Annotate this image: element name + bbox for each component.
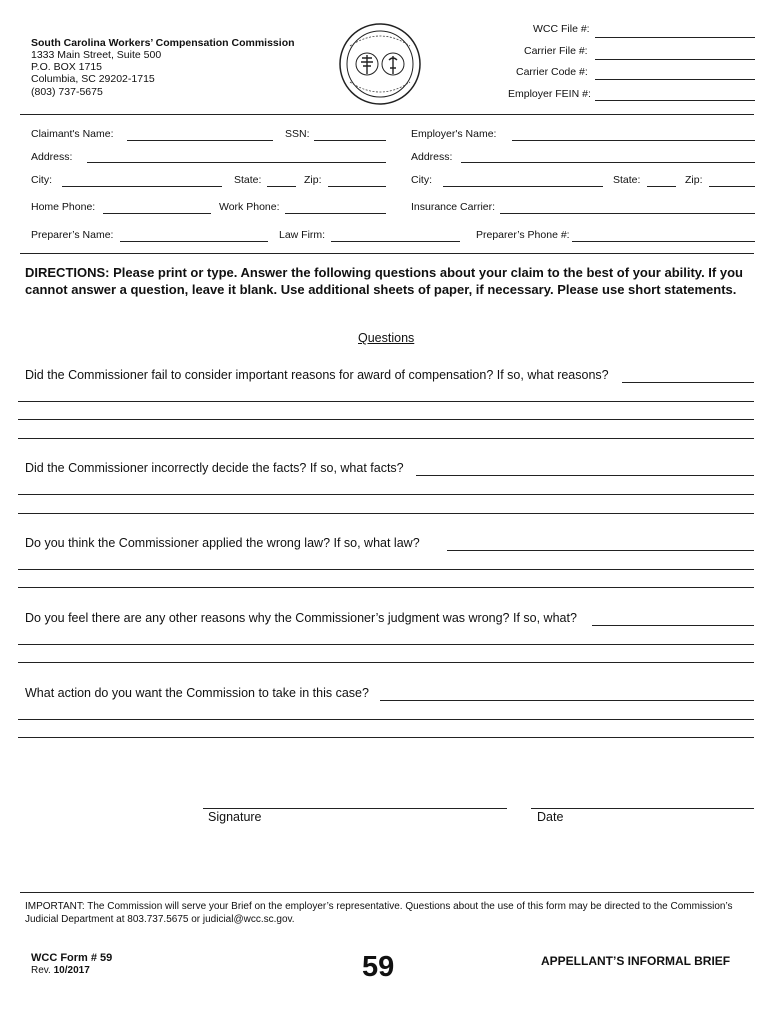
question-2: Did the Commissioner incorrectly decide the facts? If so, what facts? bbox=[25, 461, 404, 475]
carrier-code-label: Carrier Code #: bbox=[516, 66, 588, 78]
wcc-file-input[interactable] bbox=[595, 23, 755, 38]
employer-city-label: City: bbox=[411, 174, 432, 186]
insurance-carrier-label: Insurance Carrier: bbox=[411, 201, 496, 213]
work-phone-label: Work Phone: bbox=[219, 201, 280, 213]
answer-2-line-1[interactable] bbox=[416, 461, 754, 476]
form-revision bbox=[31, 965, 90, 976]
claimant-address-input[interactable] bbox=[87, 148, 386, 163]
claimant-city-input[interactable] bbox=[62, 172, 222, 187]
answer-3-line-3[interactable] bbox=[18, 573, 754, 588]
answer-1-line-4[interactable] bbox=[18, 424, 754, 439]
answer-5-line-2[interactable] bbox=[18, 705, 754, 720]
ssn-input[interactable] bbox=[314, 126, 386, 141]
preparer-phone-input[interactable] bbox=[572, 227, 755, 242]
parties-divider bbox=[20, 253, 754, 254]
org-name: South Carolina Workers’ Compensation Commission bbox=[31, 37, 295, 49]
employer-city-input[interactable] bbox=[443, 172, 603, 187]
preparer-phone-label: Preparer’s Phone #: bbox=[476, 229, 570, 241]
form-title: APPELLANT’S INFORMAL BRIEF bbox=[541, 954, 731, 968]
employer-address-label: Address: bbox=[411, 151, 453, 163]
important-note: IMPORTANT: The Commission will serve your Brief on the employer’s representative. Questions about the use of this form may be directed to the Commission’s Judicial Department at 803.737.5675 or judicial@wcc.sc.gov. bbox=[25, 901, 733, 925]
wcc-file-label: WCC File #: bbox=[533, 23, 590, 35]
preparer-name-input[interactable] bbox=[120, 227, 268, 242]
answer-4-line-1[interactable] bbox=[592, 611, 754, 626]
work-phone-input[interactable] bbox=[285, 199, 386, 214]
org-address-line2: P.O. BOX 1715 bbox=[31, 61, 103, 73]
home-phone-input[interactable] bbox=[103, 199, 211, 214]
carrier-file-label: Carrier File #: bbox=[524, 45, 588, 57]
claimant-state-label: State: bbox=[234, 174, 262, 186]
answer-2-line-2[interactable] bbox=[18, 480, 754, 495]
date-field[interactable] bbox=[531, 794, 754, 809]
law-firm-input[interactable] bbox=[331, 227, 460, 242]
answer-5-line-3[interactable] bbox=[18, 723, 754, 738]
form-number: WCC Form # 59 bbox=[31, 952, 113, 964]
questions-heading: Questions bbox=[358, 331, 415, 345]
law-firm-label: Law Firm: bbox=[279, 229, 326, 241]
answer-4-line-3[interactable] bbox=[18, 648, 754, 663]
header-divider bbox=[20, 114, 754, 115]
rev-label: Rev. bbox=[31, 965, 51, 976]
rev-date: 10/2017 bbox=[53, 965, 90, 976]
insurance-carrier-input[interactable] bbox=[500, 199, 755, 214]
state-seal-icon bbox=[338, 22, 422, 106]
employer-fein-input[interactable] bbox=[595, 86, 755, 101]
question-4: Do you feel there are any other reasons why the Commissioner’s judgment was wrong? If so, what? bbox=[25, 611, 577, 625]
employer-name-input[interactable] bbox=[512, 126, 755, 141]
org-address-line1: 1333 Main Street, Suite 500 bbox=[31, 49, 162, 61]
claimant-address-label: Address: bbox=[31, 151, 73, 163]
answer-1-line-1[interactable] bbox=[622, 368, 754, 383]
directions-text: DIRECTIONS: Please print or type. Answer the following questions about your claim to the best of your ability. If you cannot answer a question, leave it blank. Use additional sheets of paper, if necessary. Please use short statements. bbox=[25, 265, 743, 297]
claimant-name-label: Claimant's Name: bbox=[31, 128, 114, 140]
employer-address-input[interactable] bbox=[461, 148, 755, 163]
employer-state-input[interactable] bbox=[647, 172, 676, 187]
signature-label: Signature bbox=[208, 810, 262, 824]
claimant-zip-input[interactable] bbox=[328, 172, 386, 187]
answer-4-line-2[interactable] bbox=[18, 630, 754, 645]
carrier-file-input[interactable] bbox=[595, 45, 755, 60]
question-1: Did the Commissioner fail to consider important reasons for award of compensation? If so, what reasons? bbox=[25, 368, 609, 382]
answer-5-line-1[interactable] bbox=[380, 686, 754, 701]
claimant-city-label: City: bbox=[31, 174, 52, 186]
answer-3-line-2[interactable] bbox=[18, 555, 754, 570]
home-phone-label: Home Phone: bbox=[31, 201, 96, 213]
answer-3-line-1[interactable] bbox=[447, 536, 754, 551]
org-phone: (803) 737-5675 bbox=[31, 86, 103, 98]
answer-2-line-3[interactable] bbox=[18, 499, 754, 514]
form-big-number: 59 bbox=[362, 951, 395, 983]
org-address-line3: Columbia, SC 29202-1715 bbox=[31, 73, 155, 85]
employer-fein-label: Employer FEIN #: bbox=[508, 88, 591, 100]
employer-name-label: Employer's Name: bbox=[411, 128, 497, 140]
answer-1-line-3[interactable] bbox=[18, 405, 754, 420]
claimant-name-input[interactable] bbox=[127, 126, 273, 141]
preparer-name-label: Preparer’s Name: bbox=[31, 229, 114, 241]
employer-state-label: State: bbox=[613, 174, 641, 186]
question-5: What action do you want the Commission to take in this case? bbox=[25, 686, 369, 700]
footer-divider bbox=[20, 892, 754, 893]
employer-zip-input[interactable] bbox=[709, 172, 755, 187]
ssn-label: SSN: bbox=[285, 128, 310, 140]
signature-field[interactable] bbox=[203, 794, 507, 809]
carrier-code-input[interactable] bbox=[595, 65, 755, 80]
date-label: Date bbox=[537, 810, 564, 824]
answer-1-line-2[interactable] bbox=[18, 387, 754, 402]
claimant-state-input[interactable] bbox=[267, 172, 296, 187]
claimant-zip-label: Zip: bbox=[304, 174, 322, 186]
question-3: Do you think the Commissioner applied the wrong law? If so, what law? bbox=[25, 536, 420, 550]
employer-zip-label: Zip: bbox=[685, 174, 703, 186]
